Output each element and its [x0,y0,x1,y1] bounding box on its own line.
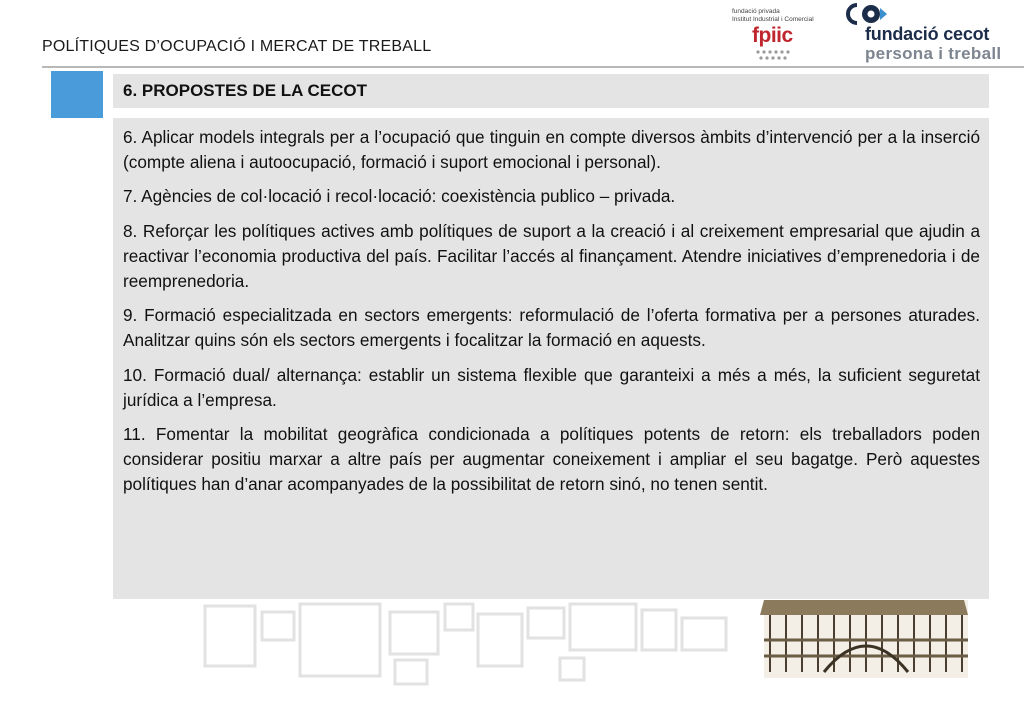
cecot-logo-line2: persona i treball [865,44,1002,63]
deco-square [262,612,294,640]
proposals-panel [113,118,989,599]
deco-square [390,612,438,654]
deco-square [570,604,636,650]
cecot-logo [843,2,1023,64]
deco-square [528,608,564,638]
fpiic-dots-icon [754,48,794,62]
building-sketch [760,600,968,678]
section-title: 6. PROPOSTES DE LA CECOT [123,81,368,100]
deco-square [300,604,380,676]
deco-square [682,618,726,650]
proposal-item: 7. Agències de col·locació i recol·locació: coexistència publico – privada. [123,186,676,207]
deco-square [445,604,473,630]
cecot-logo-line1: fundació cecot [865,24,990,44]
proposal-item: 11. Fomentar la mobilitat geogràfica condicionada a polítiques potents de retorn: els treballadors poden considerar positiu marxar a altre país per augmentar coneixement i ampliar el seu bagatge. Però aquestes polítiques han d’anar acompanyades de la possibilitat de retorn sinó, no tenen sentit. [123,424,980,495]
fpiic-logo [730,6,822,62]
fpiic-logo-line2: Institut Industrial i Comercial [732,16,814,23]
fpiic-logo-line1: fundació privada [732,8,780,15]
header-divider [42,66,1024,68]
cecot-mark-icon [845,2,889,26]
fpiic-logo-brand: fpiic [752,24,793,47]
deco-square [642,610,676,650]
deco-square [560,658,584,680]
proposal-item: 6. Aplicar models integrals per a l’ocupació que tinguin en compte diversos àmbits d’intervenció per a la inserció (compte aliena i autoocupació, formació i suport emocional i personal). [123,127,980,173]
deco-square [205,606,255,666]
proposal-item: 9. Formació especialitzada en sectors emergents: reformulació de l’oferta formativa per a persones aturades. Analitzar quins són els sectors emergents i focalitzar la formació en aquests. [123,305,980,351]
proposal-item: 8. Reforçar les polítiques actives amb polítiques de suport a la creació i al creixement empresarial que ajudin a reactivar l’economia productiva del país. Facilitar l’accés al finançament. Atendre iniciatives d’emprenedoria i de reemprenedoria. [123,220,980,292]
proposals-list [123,125,980,507]
deco-square [478,614,522,666]
section-title-bar [113,74,989,108]
proposal-item: 10. Formació dual/ alternança: establir un sistema flexible que garanteixi a més a més, la suficient seguretat jurídica a l’empresa. [123,364,980,410]
accent-square [51,71,103,118]
page-header-title: POLÍTIQUES D’OCUPACIÓ I MERCAT DE TREBALL [42,38,432,55]
deco-square [395,660,427,684]
